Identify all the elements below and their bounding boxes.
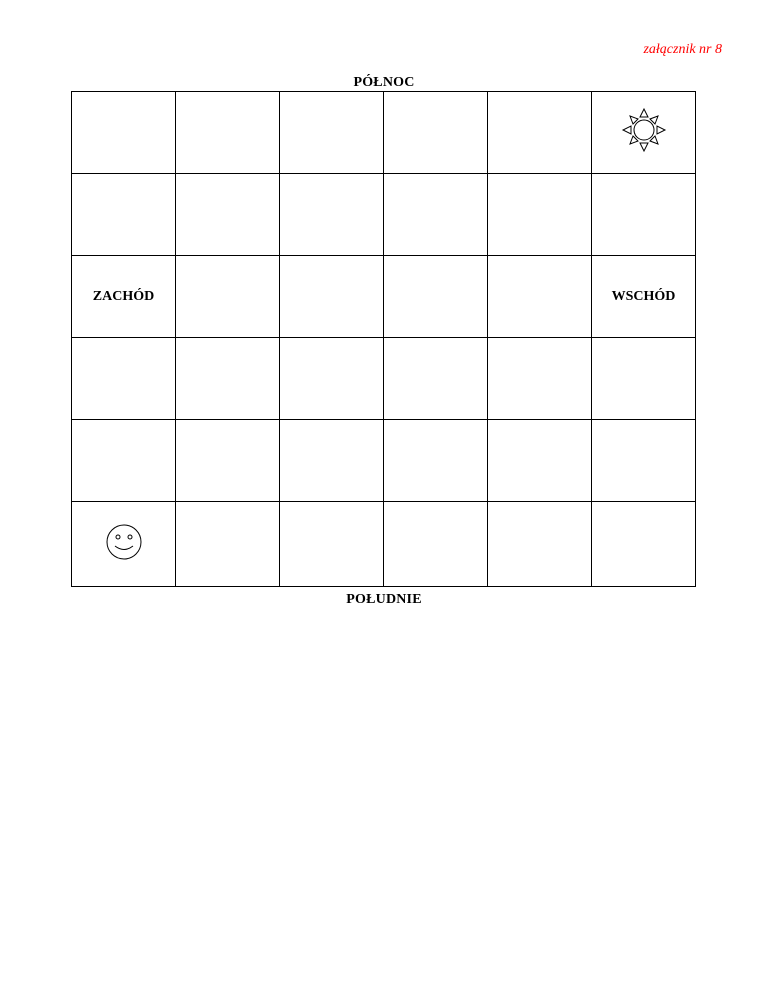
grid-cell [176,420,280,502]
grid-cell [488,338,592,420]
smiley-face-icon [104,522,144,562]
grid-cell-east [592,256,696,338]
grid-cell [592,174,696,256]
grid-cell [72,92,176,174]
grid-row [72,502,696,587]
north-label: PÓŁNOC [353,75,415,90]
west-label: ZACHÓD [92,288,155,304]
grid-row [72,92,696,174]
grid-cell [280,92,384,174]
grid-cell [488,420,592,502]
grid-cell [592,502,696,587]
grid-cell [488,256,592,338]
grid-cell-west [72,256,176,338]
grid-row [72,174,696,256]
grid-cell [488,174,592,256]
grid-cell [176,502,280,587]
grid-cell [280,420,384,502]
orientation-grid [71,91,696,587]
grid-cell [592,420,696,502]
grid-cell-smiley [72,502,176,587]
grid-cell [280,338,384,420]
grid-cell [72,420,176,502]
grid-cell [384,338,488,420]
annex-label: załącznik nr 8 [643,42,722,57]
east-label: WSCHÓD [611,288,676,304]
grid-row [72,256,696,338]
grid-cell [384,174,488,256]
grid-cell [176,92,280,174]
grid-row [72,420,696,502]
grid-cell [592,338,696,420]
grid-cell [384,92,488,174]
grid-cell [176,256,280,338]
grid-cell [280,174,384,256]
grid-cell [384,502,488,587]
sun-icon [619,105,669,155]
grid-cell [488,502,592,587]
grid-cell [280,256,384,338]
grid-row [72,338,696,420]
grid-cell-sun [592,92,696,174]
grid-cell [384,420,488,502]
grid-cell [72,174,176,256]
grid-cell [176,174,280,256]
grid-cell [384,256,488,338]
grid-cell [280,502,384,587]
south-label: POŁUDNIE [346,592,422,607]
grid-cell [72,338,176,420]
grid-cell [176,338,280,420]
grid-cell [488,92,592,174]
